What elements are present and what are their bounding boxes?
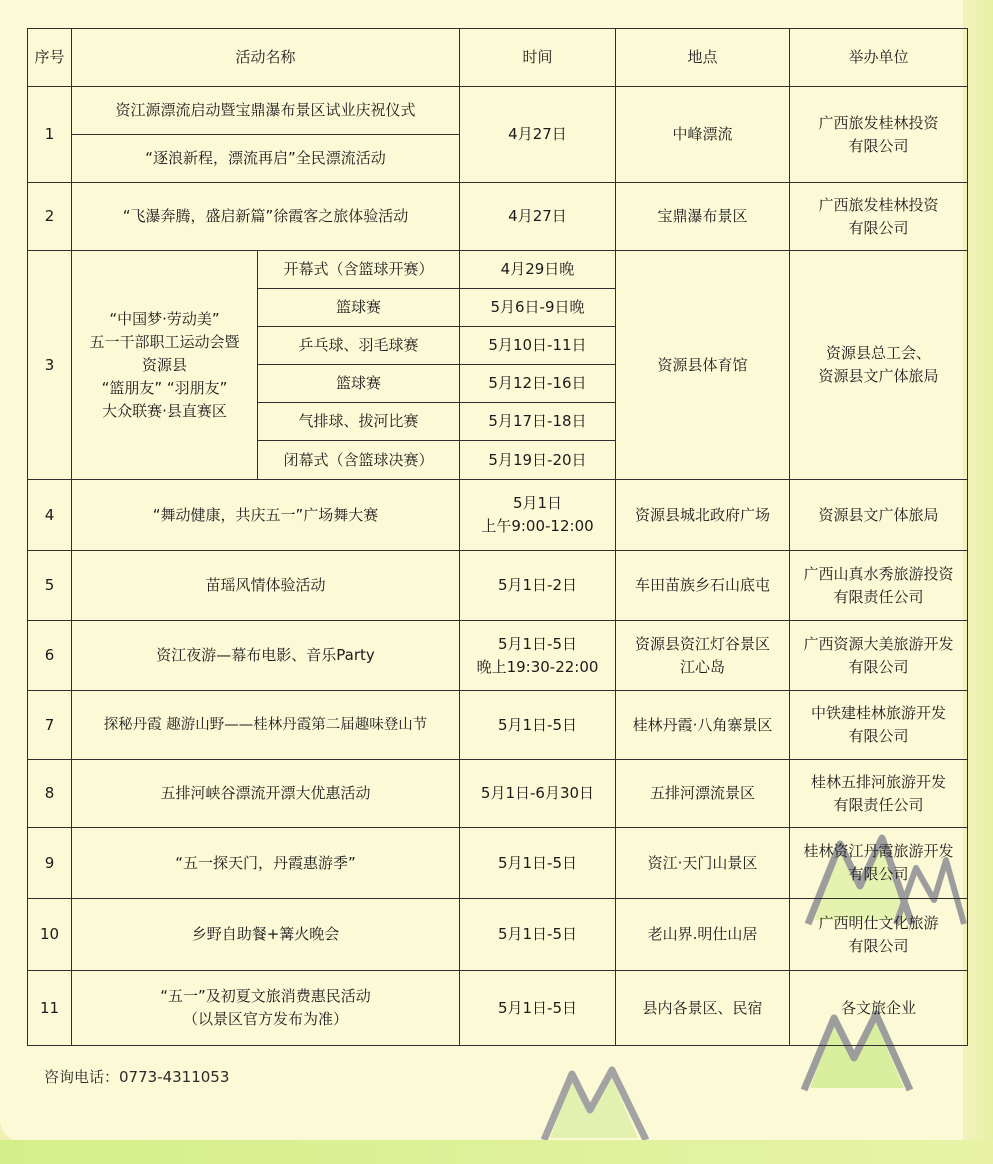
table-row (28, 183, 968, 251)
activity-name (72, 971, 460, 1046)
organizer (790, 621, 968, 691)
table-row (28, 480, 968, 551)
activity-name-line: 大众联赛·县直赛区 (102, 401, 227, 420)
table-row (28, 760, 968, 828)
sub-event: 篮球赛 (258, 289, 460, 327)
row-number: 3 (28, 251, 72, 480)
row-number: 11 (28, 971, 72, 1046)
organizer-line: 有限公司 (848, 136, 909, 155)
activity-name-line: 资源县 (141, 355, 187, 374)
sub-event-time: 5月19日-20日 (460, 441, 616, 480)
organizer: 各文旅企业 (790, 971, 968, 1046)
organizer-line: 有限公司 (848, 218, 909, 237)
organizer-line: 有限公司 (848, 936, 909, 955)
table-row (28, 899, 968, 971)
row-number: 8 (28, 760, 72, 828)
activity-place: 五排河漂流景区 (616, 760, 790, 828)
activity-time-line: 5月1日 (512, 494, 563, 512)
activity-place-line: 江心岛 (679, 657, 725, 676)
row-number: 2 (28, 183, 72, 251)
activity-place (616, 621, 790, 691)
row-number: 1 (28, 87, 72, 183)
organizer-line: 中铁建桂林旅游开发 (810, 704, 946, 722)
header-place: 地点 (616, 29, 790, 87)
activity-name-line: （以景区官方发布为准） (182, 1010, 348, 1028)
activity-name-line: “中国梦·劳动美” (109, 309, 220, 328)
sub-event-time: 4月29日晚 (460, 251, 616, 289)
organizer (790, 691, 968, 760)
sub-event: 气排球、拔河比赛 (258, 403, 460, 441)
organizer (790, 87, 968, 183)
activity-table (27, 28, 968, 1046)
table-row (28, 971, 968, 1046)
organizer-line: 广西资源大美旅游开发 (803, 634, 954, 653)
sub-event-time: 5月17日-18日 (460, 403, 616, 441)
activity-name: “五一探天门，丹霞惠游季” (72, 828, 460, 899)
activity-time-line: 5月1日-5日 (497, 634, 578, 653)
organizer-line: 有限公司 (848, 865, 909, 883)
activity-name: “舞动健康，共庆五一”广场舞大赛 (72, 480, 460, 551)
activity-place: 中峰漂流 (616, 87, 790, 183)
activity-time (460, 480, 616, 551)
header-no: 序号 (28, 29, 72, 87)
activity-name: 乡野自助餐+篝火晚会 (72, 899, 460, 971)
activity-place-line: 资源县资江灯谷景区 (634, 634, 770, 653)
sub-event: 篮球赛 (258, 365, 460, 403)
organizer-line: 广西山真水秀旅游投资 (803, 564, 954, 583)
row-number: 10 (28, 899, 72, 971)
activity-name: 资江源漂流启动暨宝鼎瀑布景区试业庆祝仪式 (72, 87, 460, 135)
table-row (28, 551, 968, 621)
activity-place: 桂林丹霞·八角寨景区 (616, 691, 790, 760)
organizer (790, 183, 968, 251)
organizer-line: 有限公司 (848, 727, 909, 745)
table-row (28, 251, 968, 289)
activity-place: 宝鼎瀑布景区 (616, 183, 790, 251)
activity-time: 5月1日-5日 (460, 899, 616, 971)
activity-place: 车田苗族乡石山底屯 (616, 551, 790, 621)
activity-time: 5月1日-2日 (460, 551, 616, 621)
activity-place: 资江·天门山景区 (616, 828, 790, 899)
activity-name: “飞瀑奔腾，盛启新篇”徐霞客之旅体验活动 (72, 183, 460, 251)
activity-name: “逐浪新程，漂流再启”全民漂流活动 (72, 135, 460, 183)
activity-time: 5月1日-6月30日 (460, 760, 616, 828)
activity-time-line: 上午9:00-12:00 (481, 517, 594, 535)
organizer-line: 有限责任公司 (833, 795, 924, 814)
header-name: 活动名称 (72, 29, 460, 87)
organizer-line: 桂林资江丹霞旅游开发 (803, 842, 954, 860)
row-number: 9 (28, 828, 72, 899)
table-row (28, 828, 968, 899)
sub-event: 开幕式（含篮球开赛） (258, 251, 460, 289)
activity-name (72, 251, 258, 480)
activity-name: 探秘丹霞 趣游山野——桂林丹霞第二届趣味登山节 (72, 691, 460, 760)
organizer (790, 760, 968, 828)
activity-name: 资江夜游—幕布电影、音乐Party (72, 621, 460, 691)
organizer-line: 有限公司 (848, 657, 909, 676)
table-row (28, 621, 968, 691)
organizer-line: 桂林五排河旅游开发 (810, 772, 946, 791)
organizer-line: 有限责任公司 (833, 587, 924, 606)
activity-name: 五排河峡谷漂流开漂大优惠活动 (72, 760, 460, 828)
organizer-line: 广西旅发桂林投资 (818, 113, 939, 132)
activity-time: 5月1日-5日 (460, 971, 616, 1046)
organizer-line: 资源县文广体旅局 (818, 367, 939, 385)
sub-event-time: 5月10日-11日 (460, 327, 616, 365)
table-row (28, 87, 968, 135)
contact-phone: 咨询电话：0773-4311053 (44, 1068, 230, 1086)
bottom-edge-glow (0, 1140, 993, 1164)
activity-name-line: “篮朋友” “羽朋友” (101, 378, 228, 397)
header-org: 举办单位 (790, 29, 968, 87)
sub-event-time: 5月6日-9日晚 (460, 289, 616, 327)
activity-name: 苗瑶风情体验活动 (72, 551, 460, 621)
activity-place: 老山界.明仕山居 (616, 899, 790, 971)
activity-time: 4月27日 (460, 87, 616, 183)
header-time: 时间 (460, 29, 616, 87)
organizer-line: 广西旅发桂林投资 (818, 195, 939, 214)
row-number: 4 (28, 480, 72, 551)
activity-time: 5月1日-5日 (460, 691, 616, 760)
organizer-line: 广西明仕文化旅游 (818, 913, 939, 932)
organizer (790, 899, 968, 971)
activity-name-line: “五一”及初夏文旅消费惠民活动 (160, 987, 371, 1005)
activity-place: 县内各景区、民宿 (616, 971, 790, 1046)
mountain-sketch-icon (538, 1060, 668, 1140)
organizer: 资源县文广体旅局 (790, 480, 968, 551)
row-number: 7 (28, 691, 72, 760)
organizer-line: 资源县总工会、 (825, 344, 931, 362)
table-header-row (28, 29, 968, 87)
activity-time: 4月27日 (460, 183, 616, 251)
activity-place: 资源县体育馆 (616, 251, 790, 480)
activity-time-line: 晚上19:30-22:00 (476, 657, 599, 676)
sub-event: 闭幕式（含篮球决赛） (258, 441, 460, 480)
organizer (790, 251, 968, 480)
activity-time (460, 621, 616, 691)
sub-event: 乒乓球、羽毛球赛 (258, 327, 460, 365)
activity-name-line: 五一干部职工运动会暨 (89, 332, 240, 351)
activity-time: 5月1日-5日 (460, 828, 616, 899)
organizer (790, 551, 968, 621)
sub-event-time: 5月12日-16日 (460, 365, 616, 403)
organizer (790, 828, 968, 899)
activity-place: 资源县城北政府广场 (616, 480, 790, 551)
table-row (28, 691, 968, 760)
row-number: 5 (28, 551, 72, 621)
row-number: 6 (28, 621, 72, 691)
